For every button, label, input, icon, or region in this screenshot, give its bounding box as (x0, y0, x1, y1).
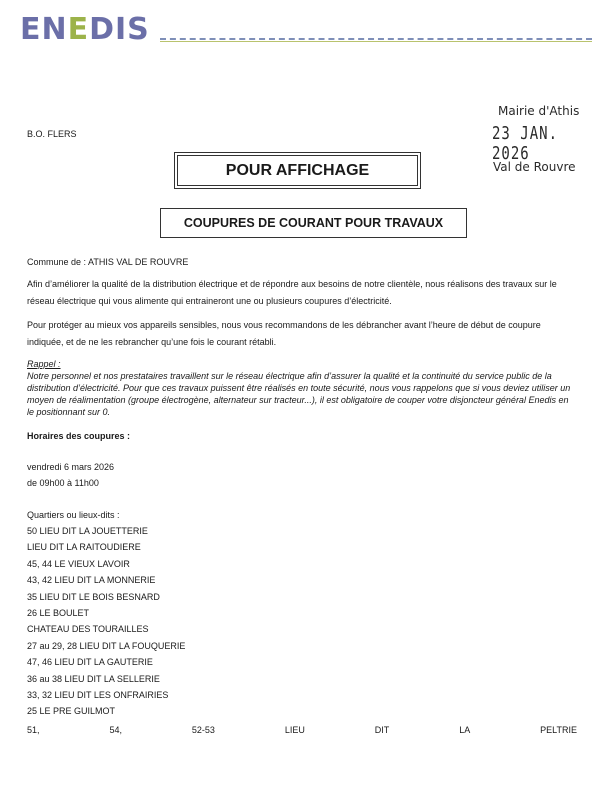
rappel-block (27, 358, 577, 418)
stamp-date: 23 JAN. 2026 (492, 124, 559, 164)
list-item: 25 LE PRE GUILMOT (27, 706, 116, 717)
outage-date: vendredi 6 mars 2026 (27, 462, 115, 472)
stamp-mairie: Mairie d'Athis (498, 104, 580, 118)
last-line-word: 51, (27, 725, 40, 735)
list-item: 50 LIEU DIT LA JOUETTERIE (27, 526, 148, 536)
quartiers-heading: Quartiers ou lieux-dits : (27, 510, 120, 520)
last-line-word: 54, (109, 725, 122, 735)
list-item: 45, 44 LE VIEUX LAVOIR (27, 558, 130, 569)
list-item: CHATEAU DES TOURAILLES (27, 624, 149, 635)
list-item: LIEU DIT LA RAITOUDIERE (27, 542, 141, 553)
header-rule-secondary (160, 41, 592, 42)
list-item: 27 au 29, 28 LIEU DIT LA FOUQUERIE (27, 640, 186, 651)
list-item: 26 LE BOULET (27, 607, 90, 618)
last-line-word: LA (459, 725, 471, 735)
list-item: 33, 32 LIEU DIT LES ONFRAIRIES (27, 689, 169, 700)
list-item: 35 LIEU DIT LE BOIS BESNARD (27, 591, 160, 602)
list-item: 47, 46 LIEU DIT LA GAUTERIE (27, 657, 153, 668)
list-item: 36 au 38 LIEU DIT LA SELLERIE (27, 673, 160, 684)
justified-last-line (27, 725, 577, 735)
places-list (27, 523, 185, 720)
rappel-text: Notre personnel et nos prestataires travaillent sur le réseau électrique afin d’assurer la qualité et la continuité du service public de la distribution d’électricité. Pour que ces travaux puissent être réalisés en toute sécurité, nous vous rappelons que si vous deviez utiliser un moyen de réalimentation (groupe électrogène, alternateur sur tracteur...), il est obligatoire de couper votre disjoncteur général Enedis en le positionnant sur 0. (27, 371, 571, 417)
subtitle-box (160, 208, 467, 238)
enedis-logo (20, 13, 150, 47)
office-label: B.O. FLERS (27, 129, 77, 139)
last-line-word: 52-53 (191, 725, 215, 735)
rappel-label: Rappel : (27, 359, 61, 369)
outage-time: de 09h00 à 11h00 (27, 478, 99, 488)
last-line-word: DIT (374, 725, 390, 735)
page-subtitle: COUPURES DE COURANT POUR TRAVAUX (183, 216, 444, 230)
stamp-commune: Val de Rouvre (493, 160, 576, 174)
last-line-word: LIEU (284, 725, 305, 735)
title-box (174, 152, 421, 189)
last-line-word: PELTRIE (540, 725, 577, 735)
commune-line: Commune de : ATHIS VAL DE ROUVRE (27, 257, 189, 267)
logo-part-e: E (67, 12, 90, 47)
logo-part-en: EN (20, 12, 68, 47)
header-rule (160, 38, 592, 40)
intro-paragraph: Afin d’améliorer la qualité de la distribution électrique et de répondre aux besoins de notre clientèle, nous réalisons des travaux sur le réseau électrique qui vous alimente qui entraineront une ou plusieurs coupures d’électricité. (27, 279, 557, 306)
page-title: POUR AFFICHAGE (177, 155, 418, 186)
recommendation-paragraph: Pour protéger au mieux vos appareils sensibles, nous vous recommandons de les débrancher avant l’heure de début de coupure indiquée, et de ne les rebrancher qu’une fois le courant rétabli. (27, 320, 541, 347)
horaires-heading: Horaires des coupures : (27, 431, 131, 441)
list-item: 43, 42 LIEU DIT LA MONNERIE (27, 575, 156, 586)
logo-part-dis: DIS (89, 12, 150, 47)
